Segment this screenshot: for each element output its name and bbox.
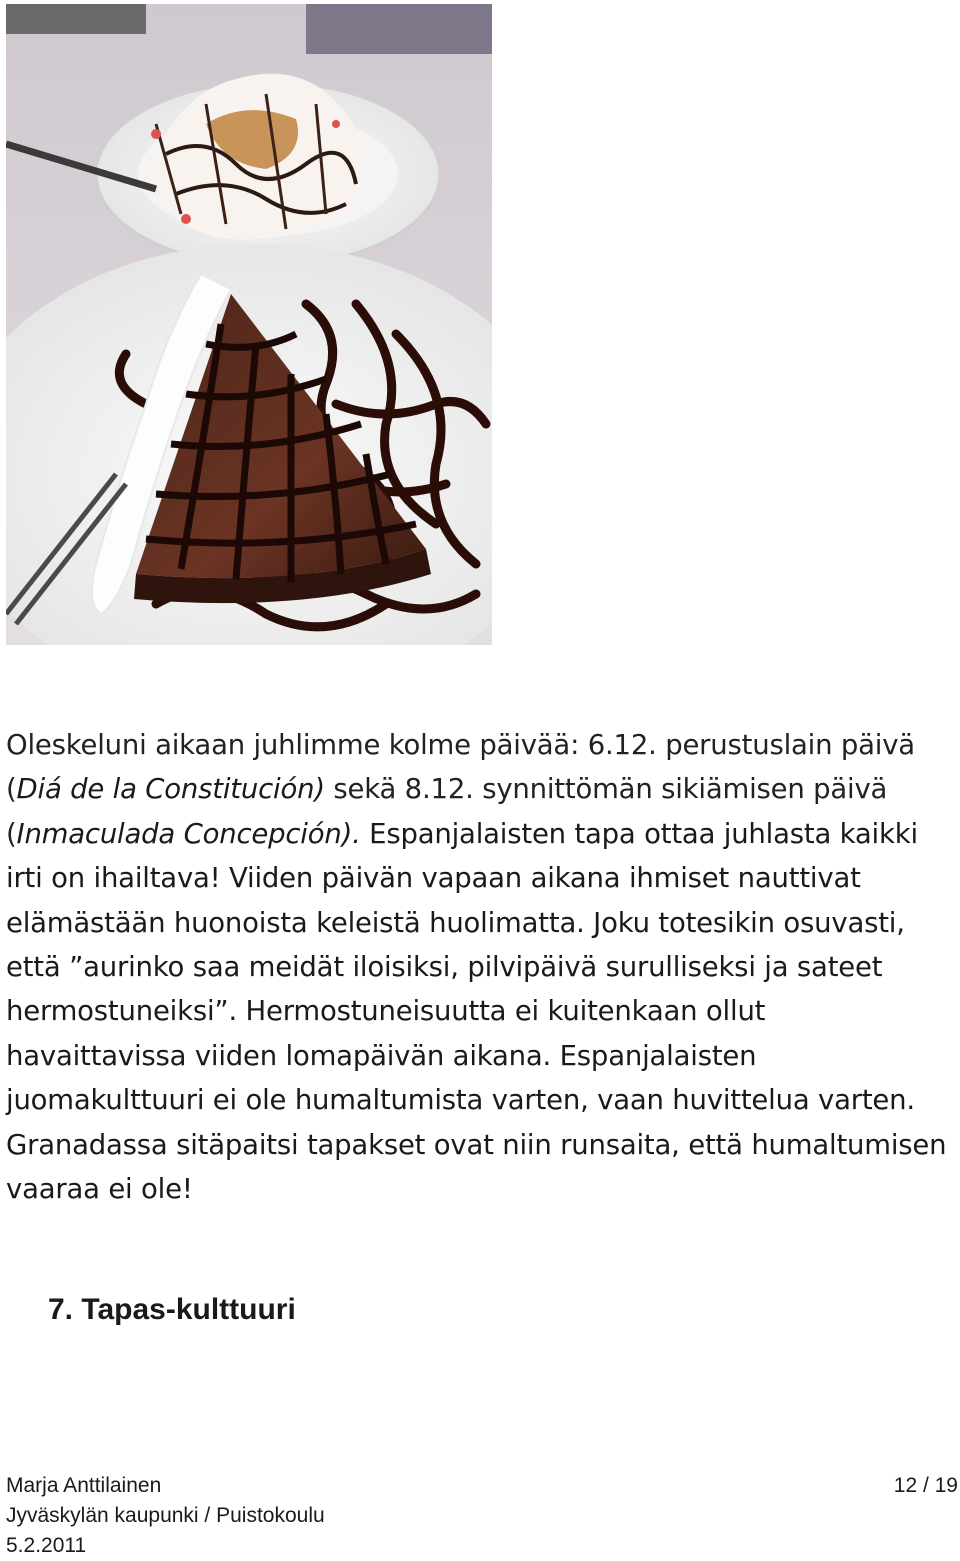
paragraph-segment: Oleskeluni aikaan juhlimme kolme päivää: 6.12. perustuslain päivä ( [6,729,915,806]
page-footer [6,1471,958,1561]
dessert-photo-icon [6,4,492,645]
dessert-photo [6,4,492,645]
page-number: 12 / 19 [893,1474,958,1497]
paragraph-segment: Espanjalaisten tapa ottaa juhlasta kaikki irti on ihailtava! Viiden päivän vapaan aikana ihmiset nauttivat elämästään huonoista keleistä huolimatta. Joku totesikin osuvasti, että ”aurinko saa meidät iloisiksi, pilvipäivä surulliseksi ja sateet hermostuneiksi”. Hermostuneisuutta ei kuitenkaan ollut havaittavissa viiden lomapäivän aikana. Espanjalaisten juomakulttuuri ei ole humaltumista varten, vaan huvittelua varten. Granadassa sitäpaitsi tapakset ovat niin runsaita, että humaltumisen vaaraa ei ole! [6,817,947,1206]
section-heading: 7. Tapas-kulttuuri [48,1293,296,1326]
footer-author: Marja Anttilainen [6,1474,162,1497]
paragraph-text [6,723,954,1211]
footer-date: 5.2.2011 [6,1534,87,1557]
holiday-name-constitution: Diá de la Constitución) [16,773,325,806]
footer-organization: Jyväskylän kaupunki / Puistokoulu [6,1504,325,1527]
holiday-name-inmaculada: Inmaculada Concepción). [16,817,361,850]
body-paragraph [6,723,954,1211]
paragraph-segment: sekä 8.12. synnittömän sikiämisen päivä ( [6,773,888,850]
